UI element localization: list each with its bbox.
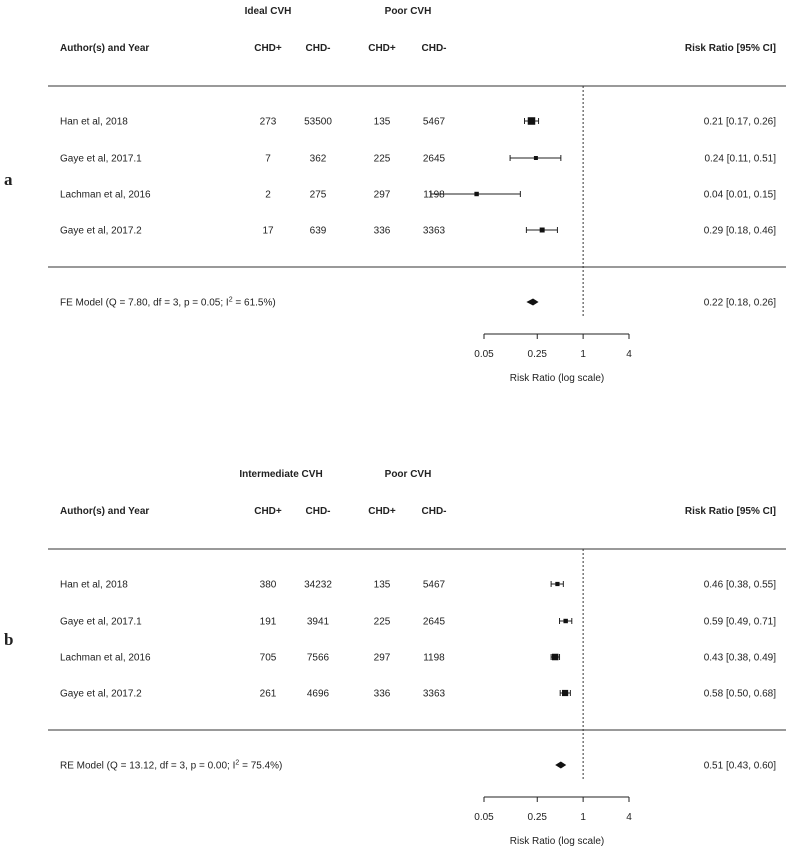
column-header-chd-pos-exposed: CHD+ (254, 43, 282, 54)
study-chd-neg-exposed: 7566 (306, 652, 330, 664)
study-risk-ratio-ci: 0.59 [0.49, 0.71] (703, 616, 776, 628)
column-header-chd-pos-reference: CHD+ (368, 43, 396, 54)
study-chd-neg-reference: 3363 (422, 225, 446, 237)
group-header-reference: Poor CVH (384, 469, 432, 480)
x-axis-tick-label: 0.05 (474, 812, 494, 823)
study-risk-ratio-ci: 0.21 [0.17, 0.26] (703, 116, 776, 128)
study-point-estimate (563, 619, 567, 623)
model-stats-text-end: = 61.5%) (232, 297, 276, 309)
study-chd-neg-reference: 1198 (423, 189, 445, 201)
study-chd-pos-exposed: 273 (259, 116, 277, 128)
x-axis-label: Risk Ratio (log scale) (509, 836, 605, 847)
study-author: Gaye et al, 2017.2 (60, 225, 142, 237)
column-header-risk-ratio: Risk Ratio [95% CI] (684, 506, 776, 517)
study-chd-neg-reference: 2645 (422, 153, 446, 165)
study-author: Lachman et al, 2016 (60, 652, 151, 664)
study-chd-neg-exposed: 639 (309, 225, 327, 237)
study-chd-pos-exposed: 705 (259, 652, 277, 664)
study-point-estimate (528, 117, 536, 125)
study-chd-pos-reference: 297 (373, 189, 391, 201)
panel-letter: b (4, 630, 14, 649)
group-header-exposed: Intermediate CVH (239, 469, 323, 480)
study-point-estimate (555, 582, 559, 586)
study-author: Gaye et al, 2017.1 (60, 153, 142, 165)
study-chd-neg-exposed: 362 (309, 153, 327, 165)
panel-letter: a (4, 170, 13, 189)
study-chd-neg-exposed: 53500 (304, 116, 332, 128)
study-chd-neg-reference: 3363 (422, 688, 446, 700)
study-chd-pos-reference: 135 (373, 116, 391, 128)
forest-panel-a (4, 6, 786, 384)
study-point-estimate (534, 156, 538, 160)
study-chd-pos-exposed: 380 (259, 579, 277, 591)
study-chd-neg-exposed: 4696 (306, 688, 330, 700)
study-author: Han et al, 2018 (60, 579, 128, 591)
study-chd-pos-reference: 297 (373, 652, 391, 664)
study-chd-pos-exposed: 7 (265, 153, 271, 165)
column-header-chd-neg-exposed: CHD- (305, 43, 331, 54)
study-chd-pos-exposed: 2 (265, 189, 271, 201)
study-chd-neg-reference: 1198 (423, 652, 445, 664)
column-header-author: Author(s) and Year (60, 43, 150, 54)
x-axis-tick-label: 1 (580, 812, 586, 823)
group-header-reference: Poor CVH (384, 6, 432, 17)
forest-panel-b (4, 469, 786, 847)
study-chd-pos-reference: 336 (373, 688, 391, 700)
study-point-estimate (540, 228, 545, 233)
summary-risk-ratio-ci: 0.51 [0.43, 0.60] (703, 760, 776, 772)
study-chd-neg-exposed: 3941 (306, 616, 330, 628)
x-axis-tick-label: 1 (580, 349, 586, 360)
study-risk-ratio-ci: 0.46 [0.38, 0.55] (703, 579, 776, 591)
column-header-author: Author(s) and Year (60, 506, 150, 517)
study-chd-pos-reference: 135 (373, 579, 391, 591)
study-risk-ratio-ci: 0.29 [0.18, 0.46] (703, 225, 776, 237)
x-axis-tick-label: 0.25 (527, 812, 547, 823)
summary-risk-ratio-ci: 0.22 [0.18, 0.26] (703, 297, 776, 309)
x-axis-tick-label: 4 (626, 349, 632, 360)
study-chd-neg-reference: 5467 (422, 579, 446, 591)
study-risk-ratio-ci: 0.43 [0.38, 0.49] (703, 652, 776, 664)
study-risk-ratio-ci: 0.24 [0.11, 0.51] (704, 153, 776, 165)
study-chd-neg-exposed: 275 (309, 189, 327, 201)
study-risk-ratio-ci: 0.04 [0.01, 0.15] (703, 189, 776, 201)
study-author: Gaye et al, 2017.1 (60, 616, 142, 628)
column-header-chd-pos-exposed: CHD+ (254, 506, 282, 517)
study-chd-neg-reference: 2645 (422, 616, 446, 628)
study-risk-ratio-ci: 0.58 [0.50, 0.68] (703, 688, 776, 700)
study-chd-pos-exposed: 191 (259, 616, 277, 628)
x-axis-tick-label: 0.25 (527, 349, 547, 360)
study-author: Han et al, 2018 (60, 116, 128, 128)
study-chd-neg-reference: 5467 (422, 116, 446, 128)
pooled-estimate-diamond (555, 762, 566, 769)
column-header-chd-pos-reference: CHD+ (368, 506, 396, 517)
study-chd-pos-reference: 225 (373, 153, 391, 165)
group-header-exposed: Ideal CVH (244, 6, 292, 17)
summary-model-label (60, 760, 282, 772)
study-point-estimate (474, 192, 478, 196)
study-author: Lachman et al, 2016 (60, 189, 151, 201)
study-author: Gaye et al, 2017.2 (60, 688, 142, 700)
study-point-estimate (552, 654, 559, 661)
x-axis-label: Risk Ratio (log scale) (509, 373, 605, 384)
model-stats-text: RE Model (Q = 13.12, df = 3, p = 0.00; I (60, 760, 236, 772)
study-chd-neg-exposed: 34232 (304, 579, 332, 591)
study-chd-pos-reference: 225 (373, 616, 391, 628)
summary-model-label (60, 297, 276, 309)
column-header-chd-neg-exposed: CHD- (305, 506, 331, 517)
column-header-chd-neg-reference: CHD- (421, 43, 447, 54)
model-stats-superscript: 2 (228, 296, 233, 304)
x-axis-tick-label: 0.05 (474, 349, 494, 360)
column-header-risk-ratio: Risk Ratio [95% CI] (684, 43, 776, 54)
model-stats-superscript: 2 (235, 759, 240, 767)
model-stats-text-end: = 75.4%) (239, 760, 283, 772)
study-point-estimate (562, 690, 568, 696)
study-chd-pos-reference: 336 (373, 225, 391, 237)
pooled-estimate-diamond (526, 299, 538, 306)
model-stats-text: FE Model (Q = 7.80, df = 3, p = 0.05; I (60, 297, 229, 309)
x-axis-tick-label: 4 (626, 812, 632, 823)
study-chd-pos-exposed: 261 (259, 688, 277, 700)
column-header-chd-neg-reference: CHD- (421, 506, 447, 517)
study-chd-pos-exposed: 17 (262, 225, 274, 237)
